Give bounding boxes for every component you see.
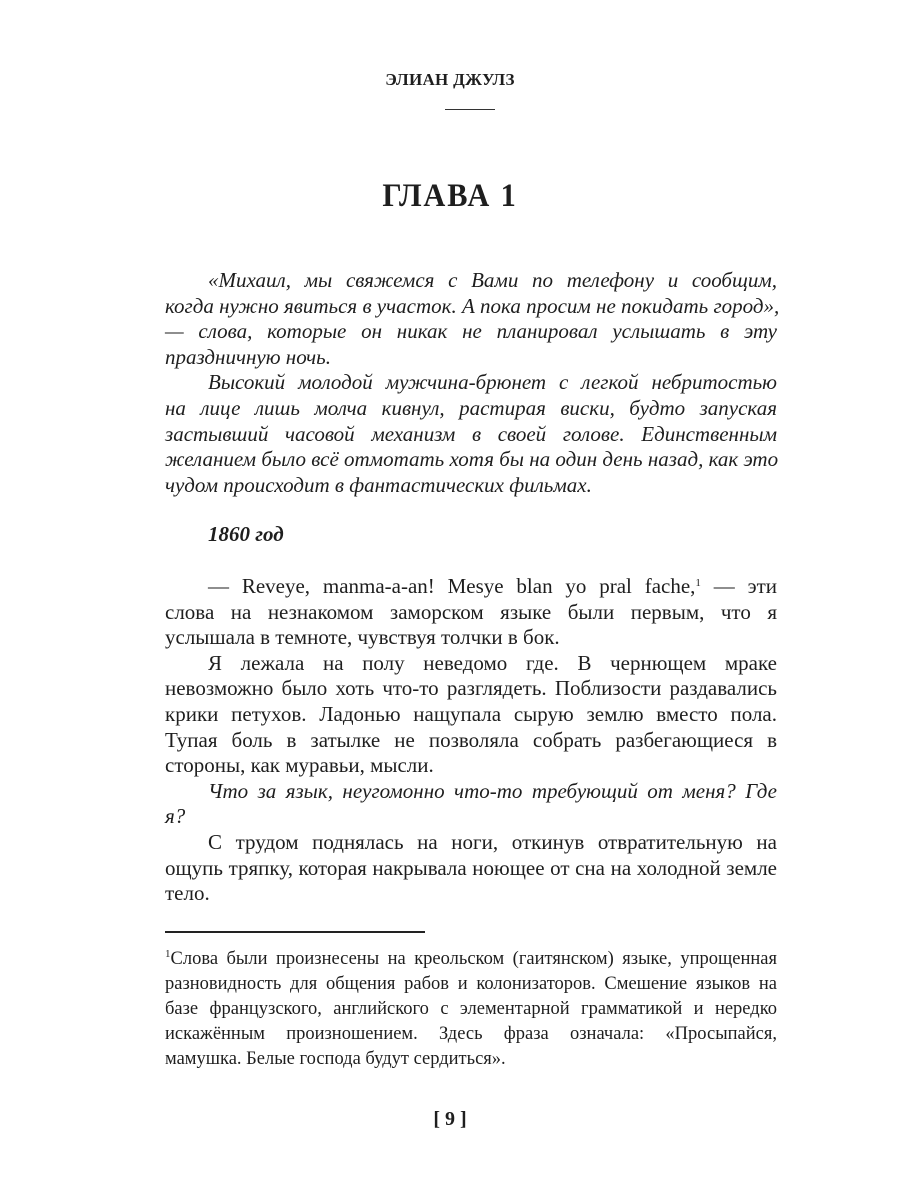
- text-line: стороны, как муравьи, мысли.: [165, 753, 434, 778]
- paragraph: [165, 574, 777, 651]
- text-line: Высокий молодой мужчина-брюнет с легкой небритостью: [208, 370, 777, 395]
- running-header-author: ЭЛИАН ДЖУЛЗ: [385, 70, 515, 89]
- paragraph: [165, 651, 777, 779]
- footnote-marker: 1: [165, 948, 171, 960]
- footnote-line: мамушка. Белые господа будут сердиться».: [165, 1049, 506, 1069]
- text-line: невозможно было хоть что-то разглядеть. Поблизости раздавались: [165, 676, 777, 701]
- text-line: чудом происходит в фантастических фильмах.: [165, 472, 592, 497]
- text-line: тело.: [165, 881, 210, 906]
- line-text: — эти: [700, 574, 777, 598]
- text-line: застывший часовой механизм в своей голове. Единственным: [165, 421, 777, 446]
- header-divider: [445, 109, 495, 110]
- footnote-ref: 1: [695, 577, 701, 589]
- line-text: — Reveye, manma-a-an! Mesye blan yo pral fache,: [208, 574, 696, 598]
- text-line: Тупая боль в затылке не позволяла собрать разбегающиеся в: [165, 727, 777, 752]
- text-line: [165, 574, 777, 600]
- text-line: услышала в темноте, чувствуя толчки в бок.: [165, 625, 560, 650]
- footnote-divider: [165, 931, 425, 933]
- text-line: на лице лишь молча кивнул, растирая виски, будто запуская: [165, 395, 777, 420]
- footnote-line: разновидность для общения рабов и колонизаторов. Смешение языков на: [165, 974, 777, 994]
- footnote-line: базе французского, английского с элементарной грамматикой и нередко: [165, 999, 777, 1019]
- page-number: [ 9 ]: [433, 1108, 467, 1130]
- line-text: Слова были произнесены на креольском (гаитянском) языке, упрощенная: [170, 949, 777, 969]
- text-line: слова на незнакомом заморском языке были первым, что я: [165, 599, 777, 624]
- text-line: ощупь тряпку, которая накрывала ноющее от сна на холодной земле: [165, 855, 777, 880]
- section-heading: 1860 год: [208, 522, 284, 546]
- text-line: желанием было всё отмотать хотя бы на один день назад, как это: [165, 447, 779, 472]
- footnote-line: искажённым произношением. Здесь фраза означала: «Просыпайся,: [165, 1024, 777, 1044]
- text-line: — слова, которые он никак не планировал услышать в эту: [165, 319, 777, 344]
- text-line: когда нужно явиться в участок. А пока просим не покидать город»,: [165, 293, 780, 318]
- text-line: крики петухов. Ладонью нащупала сырую землю вместо пола.: [165, 701, 777, 726]
- text-line: Я лежала на полу неведомо где. В чернющем мраке: [208, 650, 777, 675]
- footnote: [165, 947, 777, 1072]
- chapter-title: ГЛАВА 1: [382, 178, 518, 214]
- footnote-line: [165, 947, 777, 972]
- paragraph: [165, 779, 777, 830]
- text-line: «Михаил, мы свяжемся с Вами по телефону и сообщим,: [208, 268, 777, 292]
- paragraph: [165, 830, 777, 907]
- text-line: я?: [165, 804, 186, 829]
- body-text: [165, 574, 777, 907]
- intro-epigraph: [165, 268, 780, 498]
- text-line: праздничную ночь.: [165, 344, 331, 369]
- paragraph: [165, 370, 777, 498]
- paragraph: [165, 268, 780, 370]
- text-line: Что за язык, неугомонно что-то требующий от меня? Где: [208, 778, 777, 803]
- text-line: С трудом поднялась на ноги, откинув отвратительную на: [208, 829, 777, 854]
